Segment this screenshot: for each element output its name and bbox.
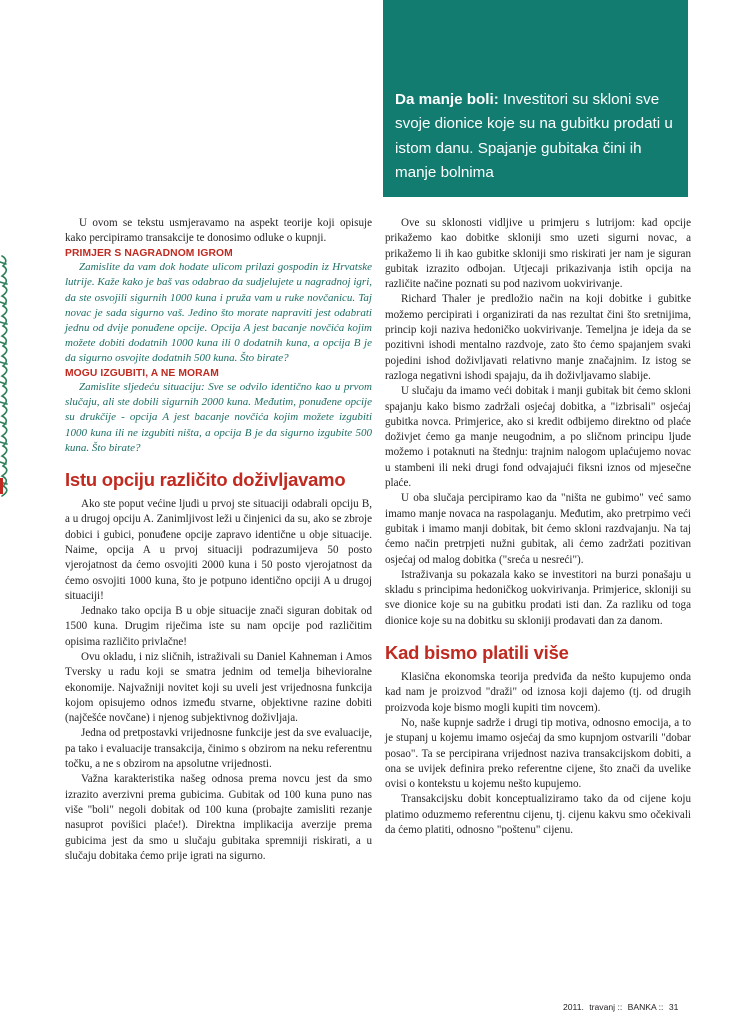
body-paragraph: Transakcijsku dobit konceptualiziramo tako da od cijene koju platimo oduzmemo referentnu cijenu, tj. cijenu kakvu smo očekivali da ćemo platiti, odnosno "poštenu" cijenu. <box>385 793 691 836</box>
example1-heading: PRIMJER S NAGRADNOM IGROM <box>65 247 233 259</box>
footer-magazine: BANKA :: <box>627 1002 664 1012</box>
page-number: 31 <box>668 1002 679 1012</box>
callout-body: Investitori su skloni sve svoje dionice koje su na gubitku prodati u istom danu. Spajanje gubitaka čini ih manje bolnima <box>395 91 673 181</box>
body-paragraph: Istraživanja su pokazala kako se investitori na burzi ponašaju u skladu s principima hedoničkog uokvirivanja. Primjerice, skloniji su sve dionice koje su na gubitku prodati isti dan. Za razliku od toga dionice koje su na dobitku su skloniji prodavati dan za danom. <box>385 568 691 627</box>
body-paragraph: No, naše kupnje sadrže i drugi tip motiva, odnosno emocija, a to je stupanj u kojemu imamo osjećaj da smo kupnjom ostvarili "dobar posao". Ta se percipirana vrijednost naziva transakcijskom dobiti, a ona se uvijek definira preko referentne cijene, što znači da uvelike ovisi o kontekstu u kojemu nešto kupujemo. <box>385 716 691 791</box>
section-heading-left: Istu opciju različito doživljavamo <box>65 469 346 491</box>
callout-lead: Da manje boli: <box>395 91 499 108</box>
callout-text <box>395 88 683 185</box>
intro-paragraph: U ovom se tekstu usmjeravamo na aspekt teorije koji opisuje kako percipiramo transakcije te donosimo odluke o kupnji. <box>65 217 372 245</box>
body-paragraph: Važna karakteristika našeg odnosa prema novcu jest da smo izrazito averzivni prema gubicima. Gubitak od 100 kuna puno nas više "boli" negoli dobitak od 100 kuna (probajte zamisliti rezanje nasuprot povišici plaće!). Direktna implikacija averzije prema gubicima jest da smo u slučaju gubitaka spremniji riskirati, a u slučaju dobitaka ćemo prije igrati na sigurno. <box>65 773 372 862</box>
body-paragraph: U slučaju da imamo veći dobitak i manji gubitak bit ćemo skloni spajanju kako bismo zadržali osjećaj dobitka, a "izbrisali" osjećaj gubitka novca. Primjerice, ako si kredit odbijemo direktno od plaće doživjet ćemo ga manje neugodnim, a po sličnom principu ljude možemo i potaknuti na štednju: trajnim nalogom uplaćujemo novac u stambeni ili neki drugi fond odvajajući fiksni iznos od mjesečne plaće. <box>385 385 691 490</box>
body-paragraph: Ove su sklonosti vidljive u primjeru s lutrijom: kad opcije prikažemo kao dobitke skloniji smo uzeti sigurni novac, a prikažemo li ih kao gubitke skloniji smo riskirati jer nam je siguran gubitak izrazito odbojan. Utjecaji prikazivanja istih opcija na različite načine poznati su pod nazivom uokvirivanje. <box>385 217 691 291</box>
page-footer <box>563 1002 693 1012</box>
body-paragraph: Jedna od pretpostavki vrijednosne funkcije jest da sve evaluacije, pa tako i evaluacije transakcija, činimo s obzirom na neku referentnu točku, a ne s obzirom na apsolutne vrijednosti. <box>65 727 372 771</box>
left-column <box>65 216 372 864</box>
example2-heading: MOGU IZGUBITI, A NE MORAM <box>65 367 219 379</box>
body-paragraph: Ako ste poput većine ljudi u prvoj ste situaciji odabrali opciju B, a u drugoj opciju A. Zanimljivost leži u činjenici da su, ako se zbroje dobici i gubici, ponuđene opcije zapravo identične u obje situacije. Naime, opcija A u prvoj situaciji podrazumijeva 50 posto vjerojatnost da ćemo osvojiti 2000 kuna i 50 posto vjerojatnost da ćemo osvojiti 1000 kuna, što je potpuno identično opciji A u drugoj situaciji! <box>65 498 372 602</box>
callout-box <box>383 0 688 197</box>
body-paragraph: Richard Thaler je predložio način na koji dobitke i gubitke možemo percipirati i organizirati da nas rezultat čini što sretnijima, princip koji naziva hedoničko uokvirivanje. Temeljna je ideja da se pozitivni ishodi mentalno razdvoje, zato što ćemo spajanjem svaki pojedini ishod doživljavati relativno manje značajnim. Iz istog se razloga negativni ishodi spajaju, da ih doživljavamo slabije. <box>385 293 691 382</box>
body-paragraph: Ovu okladu, i niz sličnih, istraživali su Daniel Kahneman i Amos Tversky u radu koji se smatra jednim od temelja bihevioralne ekonomije. Najvažniji novitet koji su uveli jest vrijednosna funkcija kojom opisujemo odnos između stvarne, objektivne razine dobiti (najčešće novčane) i njenog subjektivnog doživljaja. <box>65 651 372 725</box>
footer-year: 2011. <box>563 1002 584 1012</box>
example2-text: Zamislite sljedeću situaciju: Sve se odvilo identično kao u prvom slučaju, ali ste dobili sigurnih 2000 kuna. Međutim, ponuđene opcije su drukčije - opcija A jest bacanje novčića kojim možete izgubiti 1000 kuna ili ne izgubiti ništa, a opcija B je da sigurno izgubite 500 kuna. Što birate? <box>65 381 372 454</box>
body-paragraph: Klasična ekonomska teorija predviđa da nešto kupujemo onda kad nam je proizvod "draži" od iznosa koji dajemo (tj. od drugih proizvoda koje bismo mogli kupiti tim novcem). <box>385 671 691 714</box>
section-heading-right: Kad bismo platili više <box>385 642 569 664</box>
decorative-leaf-pattern <box>0 250 16 510</box>
example1-text: Zamislite da vam dok hodate ulicom prilazi gospodin iz Hrvatske lutrije. Kaže kako je baš vas odabrao da sudjelujete u nagradnoj igri, da ste osvojili sigurnih 1000 kuna i pruža vam u ruke novčanicu. Taj novac je sada sigurno vaš. Jedino što morate napraviti jest odabrati jednu od dvije ponuđene opcije. Opcija A jest bacanje novčića kojim možete dobiti dodatnih 1000 kuna ili 0 dodatnih kuna, a opcija B je da sigurno osvojite dodatnih 500 kuna. Što birate? <box>65 261 372 365</box>
footer-month: travanj :: <box>589 1002 623 1012</box>
right-column <box>385 216 691 838</box>
body-paragraph: U oba slučaja percipiramo kao da "ništa ne gubimo" već samo imamo manje novaca na raspolaganju. Međutim, ako pretrpimo veći gubitak i imamo manji dobitak, bit ćemo skloni razdvajanju. Na taj ćemo način pretrpjeti nužni gubitak, ali ćemo zadržati pozitivan osjećaj od malog dobitka ("sreća u nesreći"). <box>385 492 691 566</box>
body-paragraph: Jednako tako opcija B u obje situacije znači siguran dobitak od 1500 kuna. Drugim riječima iste su nam opcije pod različitim opisima različito privlačne! <box>65 605 372 648</box>
